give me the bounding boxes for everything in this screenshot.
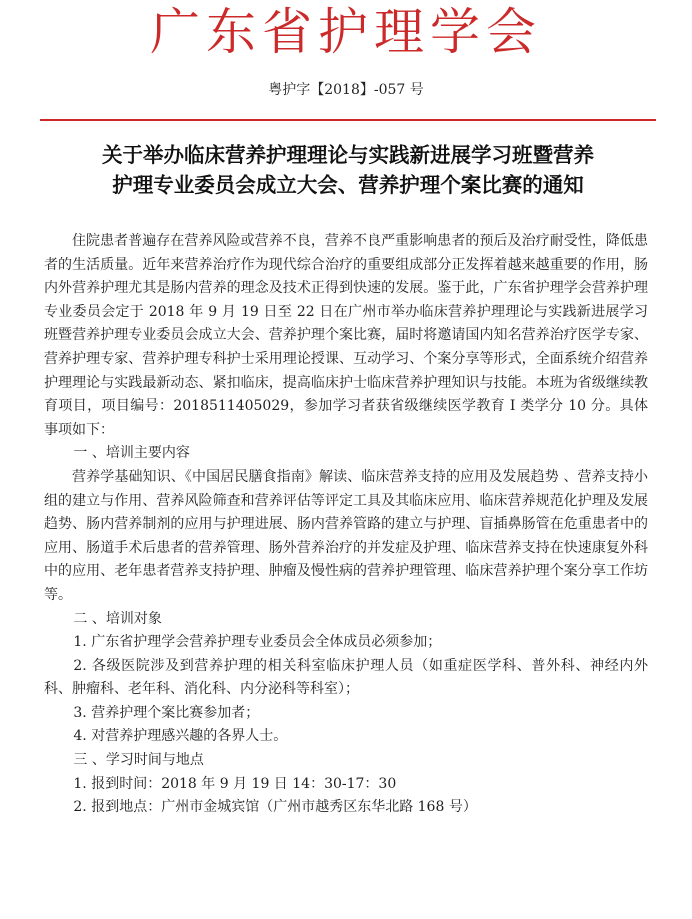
section-2-heading: 二 、培训对象 (73, 610, 162, 627)
section-2-item: 1. 广东省护理学会营养护理专业委员会全体成员必须参加； (73, 634, 442, 651)
letterhead-org-name: 广东省护理学会 (150, 3, 542, 61)
section-3-item: 1. 报到时间：2018 年 9 月 19 日 14：30-17：30 (73, 775, 397, 792)
section-2-item: 2. 各级医院涉及到营养护理的相关科室临床护理人员（如重症医学科、普外科、神经内外科、肿瘤科、老年科、消化科、内分泌科等科室）； (44, 657, 648, 698)
letterhead-divider (40, 119, 656, 121)
intro-paragraph: 住院患者普遍存在营养风险或营养不良，营养不良严重影响患者的预后及治疗耐受性，降低患者的生活质量。近年来营养治疗作为现代综合治疗的重要组成部分正发挥着越来越重要的作用，肠内外营养护理尤其是肠内营养的理念及技术正得到快速的发展。鉴于此，广东省护理学会营养护理专业委员会定于 2018 年 9 月 19 日至 22 日在广州市举办临床营养护理理论与实践新进展学习班暨营养护理专业委员会成立大会、营养护理个案比赛，届时将邀请国内知名营养治疗医学专家、营养护理专家、营养护理专科护士采用理论授课、互动学习、个案分享等形式，全面系统介绍营养护理理论与实践最新动态、紧扣临床，提高临床护士临床营养护理知识与技能。本班为省级继续教育项目，项目编号：2018511405029，参加学习者获省级继续医学教育 I 类学分 10 分。具体事项如下： (44, 233, 648, 438)
section-3-item: 2. 报到地点：广州市金城宾馆（广州市越秀区东华北路 168 号） (73, 799, 477, 816)
section-2-item: 3. 营养护理个案比赛参加者； (73, 704, 260, 721)
section-2-item: 4. 对营养护理感兴趣的各界人士。 (73, 728, 288, 745)
section-1-heading: 一 、培训主要内容 (73, 445, 190, 462)
section-1-content: 营养学基础知识、《中国居民膳食指南》解读、临床营养支持的应用及发展趋势 、营养支持小组的建立与作用、营养风险筛查和营养评估等评定工具及其临床应用、临床营养规范化护理及发展趋势、肠内营养制剂的应用与护理进展、肠内营养管路的建立与护理、盲插鼻肠管在危重患者中的应用、肠道手术后患者的营养管理、肠外营养治疗的并发症及护理、临床营养支持在快速康复外科中的应用、老年患者营养支持护理、肿瘤及慢性病的营养护理管理、临床营养护理个案分享工作坊等。 (44, 468, 648, 603)
notice-title (40, 140, 656, 200)
section-3-heading: 三 、学习时间与地点 (73, 752, 204, 769)
notice-body (44, 230, 648, 820)
notice-title-line-1: 关于举办临床营养护理理论与实践新进展学习班暨营养 (102, 143, 594, 167)
document-number: 粤护字【2018】-057 号 (268, 82, 424, 98)
notice-title-line-2: 护理专业委员会成立大会、营养护理个案比赛的通知 (112, 173, 584, 197)
